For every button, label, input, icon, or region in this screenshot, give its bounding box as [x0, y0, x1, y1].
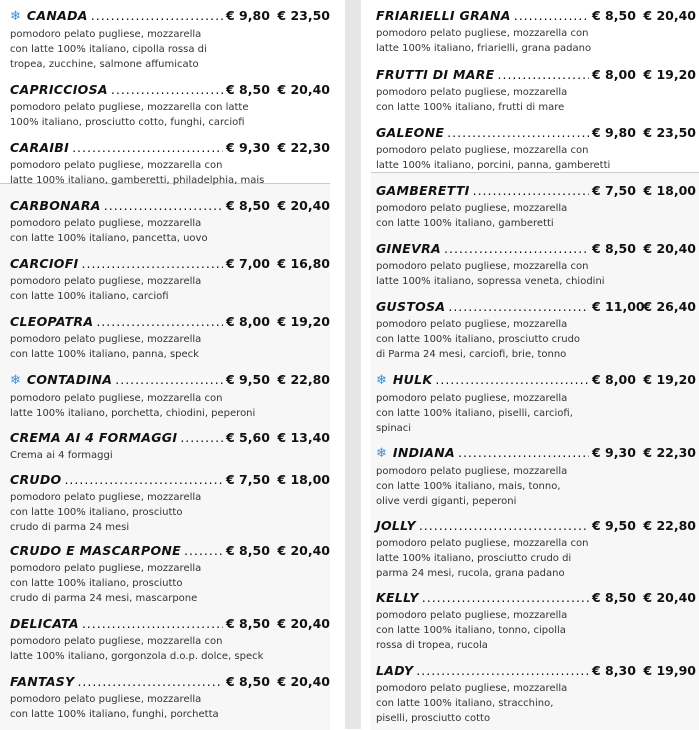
item-description: [10, 158, 330, 188]
price-large: € 16,80: [277, 256, 330, 271]
item-name: DELICATA: [10, 616, 79, 631]
description-line: con latte 100% italiano, stracchino,: [376, 698, 554, 709]
description-line: con latte 100% italiano, tonno, cipolla: [376, 625, 566, 636]
snowflake-icon: ❄: [376, 446, 387, 461]
menu-item-header: [376, 8, 696, 23]
item-name: CANADA: [26, 8, 88, 23]
description-line: piselli, prosciutto cotto: [376, 713, 491, 724]
description-line: pomodoro pelato pugliese, mozzarella: [10, 218, 202, 229]
item-description: [376, 464, 696, 509]
dot-leader: [96, 314, 223, 329]
menu-item-header: [376, 445, 696, 461]
description-line: pomodoro pelato pugliese, mozzarella: [10, 29, 202, 40]
dot-leader: [514, 8, 589, 23]
dot-leader: [111, 82, 223, 97]
description-line: 100% italiano, prosciutto cotto, funghi, carciofi: [10, 117, 245, 128]
item-description: [376, 201, 696, 231]
dot-leader: [444, 241, 589, 256]
description-line: pomodoro pelato pugliese, mozzarella: [10, 334, 202, 345]
price-small: € 9,30: [592, 445, 636, 460]
description-line: olive verdi giganti, peperoni: [376, 496, 517, 507]
description-line: pomodoro pelato pugliese, mozzarella: [376, 393, 568, 404]
description-line: pomodoro pelato pugliese, mozzarella con: [10, 393, 223, 404]
price-small: € 8,30: [592, 663, 636, 678]
description-line: crudo di parma 24 mesi, mascarpone: [10, 593, 198, 604]
description-line: latte 100% italiano, friarielli, grana padano: [376, 43, 592, 54]
menu-item: [10, 616, 330, 664]
description-line: pomodoro pelato pugliese, mozzarella con: [376, 28, 589, 39]
menu-item: [10, 140, 330, 188]
price-large: € 23,50: [643, 125, 696, 140]
menu-item-header: [376, 241, 696, 256]
description-line: pomodoro pelato pugliese, mozzarella: [10, 563, 202, 574]
snowflake-icon: ❄: [10, 373, 21, 388]
item-name: CARBONARA: [10, 198, 101, 213]
price-small: € 11,00: [592, 299, 645, 314]
price-large: € 20,40: [277, 616, 330, 631]
item-name: CRUDO E MASCARPONE: [10, 543, 181, 558]
menu-item: [376, 445, 696, 509]
price-large: € 19,20: [277, 314, 330, 329]
item-description: [376, 259, 696, 289]
dot-leader: [416, 663, 589, 678]
menu-item: [10, 314, 330, 362]
price-small: € 8,50: [592, 241, 636, 256]
menu-item: [376, 663, 696, 726]
description-line: pomodoro pelato pugliese, mozzarella: [10, 694, 202, 705]
menu-item-header: [10, 256, 330, 271]
price-large: € 26,40: [643, 299, 696, 314]
menu-item-header: [10, 472, 330, 487]
description-line: pomodoro pelato pugliese, mozzarella: [376, 466, 568, 477]
description-line: con latte 100% italiano, funghi, porchetta: [10, 709, 219, 720]
description-line: latte 100% italiano, gorgonzola d.o.p. dolce, speck: [10, 651, 264, 662]
description-line: con latte 100% italiano, prosciutto: [10, 578, 183, 589]
menu-item-header: [376, 372, 696, 388]
item-description: [376, 391, 696, 436]
menu-column-right: [361, 0, 699, 729]
item-description: [10, 561, 330, 606]
item-description: [10, 332, 330, 362]
price-large: € 18,00: [277, 472, 330, 487]
menu-item: [10, 543, 330, 606]
description-line: pomodoro pelato pugliese, mozzarella con: [376, 145, 589, 156]
description-line: pomodoro pelato pugliese, mozzarella: [376, 683, 568, 694]
price-large: € 19,20: [643, 67, 696, 82]
dot-leader: [64, 472, 223, 487]
price-large: € 22,30: [643, 445, 696, 460]
description-line: pomodoro pelato pugliese, mozzarella: [10, 492, 202, 503]
description-line: spinaci: [376, 423, 412, 434]
price-large: € 20,40: [277, 198, 330, 213]
page-separator: [345, 0, 361, 729]
price-small: € 9,50: [226, 372, 270, 387]
price-large: € 23,50: [277, 8, 330, 23]
snowflake-icon: ❄: [376, 373, 387, 388]
description-line: con latte 100% italiano, cipolla rossa di: [10, 44, 207, 55]
item-name: FANTASY: [10, 674, 75, 689]
dot-leader: [91, 8, 223, 23]
item-name: LADY: [376, 663, 414, 678]
price-large: € 19,20: [643, 372, 696, 387]
description-line: latte 100% italiano, porcini, panna, gamberetti: [376, 160, 611, 171]
description-line: crudo di parma 24 mesi: [10, 522, 130, 533]
item-description: [376, 608, 696, 653]
menu-item: [376, 67, 696, 115]
price-small: € 7,50: [226, 472, 270, 487]
item-name: GAMBERETTI: [376, 183, 470, 198]
price-small: € 8,50: [592, 8, 636, 23]
description-line: pomodoro pelato pugliese, mozzarella con: [376, 538, 589, 549]
description-line: latte 100% italiano, porchetta, chiodini, peperoni: [10, 408, 256, 419]
price-small: € 8,50: [226, 198, 270, 213]
price-large: € 22,30: [277, 140, 330, 155]
menu-item: [10, 82, 330, 130]
description-line: con latte 100% italiano, frutti di mare: [376, 102, 565, 113]
item-name: GUSTOSA: [376, 299, 446, 314]
price-small: € 8,50: [226, 543, 270, 558]
menu-item-header: [10, 314, 330, 329]
dot-leader: [473, 183, 589, 198]
menu-item-header: [376, 663, 696, 678]
menu-item: [10, 198, 330, 246]
description-line: latte 100% italiano, prosciutto crudo di: [376, 553, 572, 564]
price-large: € 20,40: [277, 543, 330, 558]
price-small: € 5,60: [226, 430, 270, 445]
dot-leader: [448, 299, 589, 314]
price-large: € 20,40: [643, 8, 696, 23]
menu-item: [10, 472, 330, 535]
item-description: [376, 536, 696, 581]
item-name: CLEOPATRA: [10, 314, 94, 329]
item-description: [10, 448, 330, 463]
item-name: CAPRICCIOSA: [10, 82, 108, 97]
item-name: JOLLY: [376, 518, 416, 533]
price-small: € 7,50: [592, 183, 636, 198]
item-name: INDIANA: [392, 445, 455, 460]
dot-leader: [104, 198, 223, 213]
price-small: € 8,00: [592, 67, 636, 82]
dot-leader: [435, 372, 589, 387]
item-description: [10, 490, 330, 535]
price-small: € 9,80: [226, 8, 270, 23]
description-line: con latte 100% italiano, gamberetti: [376, 218, 554, 229]
description-line: latte 100% italiano, sopressa veneta, chiodini: [376, 276, 605, 287]
item-description: [376, 317, 696, 362]
menu-item-header: [10, 198, 330, 213]
description-line: con latte 100% italiano, carciofi: [10, 291, 169, 302]
description-line: con latte 100% italiano, pancetta, uovo: [10, 233, 208, 244]
item-name: CARAIBI: [10, 140, 70, 155]
item-description: [376, 681, 696, 726]
dot-leader: [180, 430, 223, 445]
menu-item: [10, 674, 330, 722]
item-description: [10, 100, 330, 130]
menu-item: [10, 372, 330, 421]
item-description: [10, 692, 330, 722]
description-line: di Parma 24 mesi, carciofi, brie, tonno: [376, 349, 567, 360]
item-name: CARCIOFI: [10, 256, 79, 271]
dot-leader: [422, 590, 589, 605]
price-large: € 22,80: [643, 518, 696, 533]
description-line: pomodoro pelato pugliese, mozzarella: [376, 87, 568, 98]
item-name: KELLY: [376, 590, 419, 605]
menu-item: [376, 241, 696, 289]
menu-item-header: [376, 590, 696, 605]
price-small: € 9,50: [592, 518, 636, 533]
description-line: pomodoro pelato pugliese, mozzarella: [10, 276, 202, 287]
description-line: con latte 100% italiano, mais, tonno,: [376, 481, 561, 492]
description-line: con latte 100% italiano, prosciutto crudo: [376, 334, 581, 345]
description-line: Crema ai 4 formaggi: [10, 450, 113, 461]
description-line: pomodoro pelato pugliese, mozzarella con: [10, 636, 223, 647]
description-line: pomodoro pelato pugliese, mozzarella: [376, 203, 568, 214]
menu-item-header: [376, 125, 696, 140]
snowflake-icon: ❄: [10, 9, 21, 24]
menu-item-header: [376, 183, 696, 198]
price-small: € 8,00: [592, 372, 636, 387]
price-large: € 18,00: [643, 183, 696, 198]
item-description: [10, 274, 330, 304]
price-small: € 9,30: [226, 140, 270, 155]
menu-item-header: [376, 299, 696, 314]
dot-leader: [419, 518, 589, 533]
item-description: [10, 634, 330, 664]
description-line: con latte 100% italiano, panna, speck: [10, 349, 199, 360]
price-large: € 20,40: [643, 590, 696, 605]
menu-item-header: [10, 543, 330, 558]
description-line: pomodoro pelato pugliese, mozzarella con: [376, 261, 589, 272]
description-line: con latte 100% italiano, piselli, carciofi,: [376, 408, 573, 419]
price-large: € 20,40: [277, 82, 330, 97]
dot-leader: [447, 125, 589, 140]
dot-leader: [458, 445, 589, 460]
description-line: parma 24 mesi, rucola, grana padano: [376, 568, 565, 579]
item-description: [376, 26, 696, 56]
price-large: € 22,80: [277, 372, 330, 387]
description-line: pomodoro pelato pugliese, mozzarella: [376, 319, 568, 330]
dot-leader: [77, 674, 223, 689]
dot-leader: [82, 616, 223, 631]
menu-item: [10, 8, 330, 72]
dot-leader: [184, 543, 223, 558]
item-description: [10, 391, 330, 421]
menu-item-header: [376, 518, 696, 533]
price-small: € 9,80: [592, 125, 636, 140]
dot-leader: [115, 372, 223, 387]
description-line: pomodoro pelato pugliese, mozzarella: [376, 610, 568, 621]
price-small: € 8,00: [226, 314, 270, 329]
menu-item-header: [10, 616, 330, 631]
dot-leader: [498, 67, 589, 82]
description-line: tropea, zucchine, salmone affumicato: [10, 59, 199, 70]
menu-item-header: [10, 82, 330, 97]
menu-item: [376, 125, 696, 173]
item-name: CREMA AI 4 FORMAGGI: [10, 430, 178, 445]
item-name: CONTADINA: [26, 372, 113, 387]
dot-leader: [72, 140, 223, 155]
price-large: € 13,40: [277, 430, 330, 445]
item-name: CRUDO: [10, 472, 62, 487]
menu-item: [376, 372, 696, 436]
item-description: [376, 85, 696, 115]
item-name: GALEONE: [376, 125, 445, 140]
item-name: GINEVRA: [376, 241, 441, 256]
menu-item: [376, 518, 696, 581]
description-line: pomodoro pelato pugliese, mozzarella con latte: [10, 102, 249, 113]
description-line: rossa di tropea, rucola: [376, 640, 488, 651]
price-small: € 8,50: [226, 82, 270, 97]
price-small: € 8,50: [226, 616, 270, 631]
menu-column-left: [0, 0, 345, 729]
item-name: FRIARIELLI GRANA: [376, 8, 511, 23]
menu-item: [376, 183, 696, 231]
menu-item-header: [10, 674, 330, 689]
description-line: con latte 100% italiano, prosciutto: [10, 507, 183, 518]
dot-leader: [82, 256, 223, 271]
price-small: € 8,50: [592, 590, 636, 605]
item-name: FRUTTI DI MARE: [376, 67, 495, 82]
price-large: € 19,90: [643, 663, 696, 678]
menu-item: [10, 430, 330, 463]
description-line: pomodoro pelato pugliese, mozzarella con: [10, 160, 223, 171]
item-description: [10, 27, 330, 72]
menu-item: [376, 8, 696, 56]
menu-item-header: [10, 430, 330, 445]
price-small: € 8,50: [226, 674, 270, 689]
menu-item-header: [10, 140, 330, 155]
menu-item-header: [10, 8, 330, 24]
item-description: [10, 216, 330, 246]
price-small: € 7,00: [226, 256, 270, 271]
price-large: € 20,40: [277, 674, 330, 689]
menu-item-header: [10, 372, 330, 388]
description-line: latte 100% italiano, gamberetti, philadelphia, mais: [10, 175, 265, 186]
item-name: HULK: [392, 372, 433, 387]
price-large: € 20,40: [643, 241, 696, 256]
menu-item: [10, 256, 330, 304]
menu-item: [376, 590, 696, 653]
menu-item-header: [376, 67, 696, 82]
menu-item: [376, 299, 696, 362]
item-description: [376, 143, 696, 173]
